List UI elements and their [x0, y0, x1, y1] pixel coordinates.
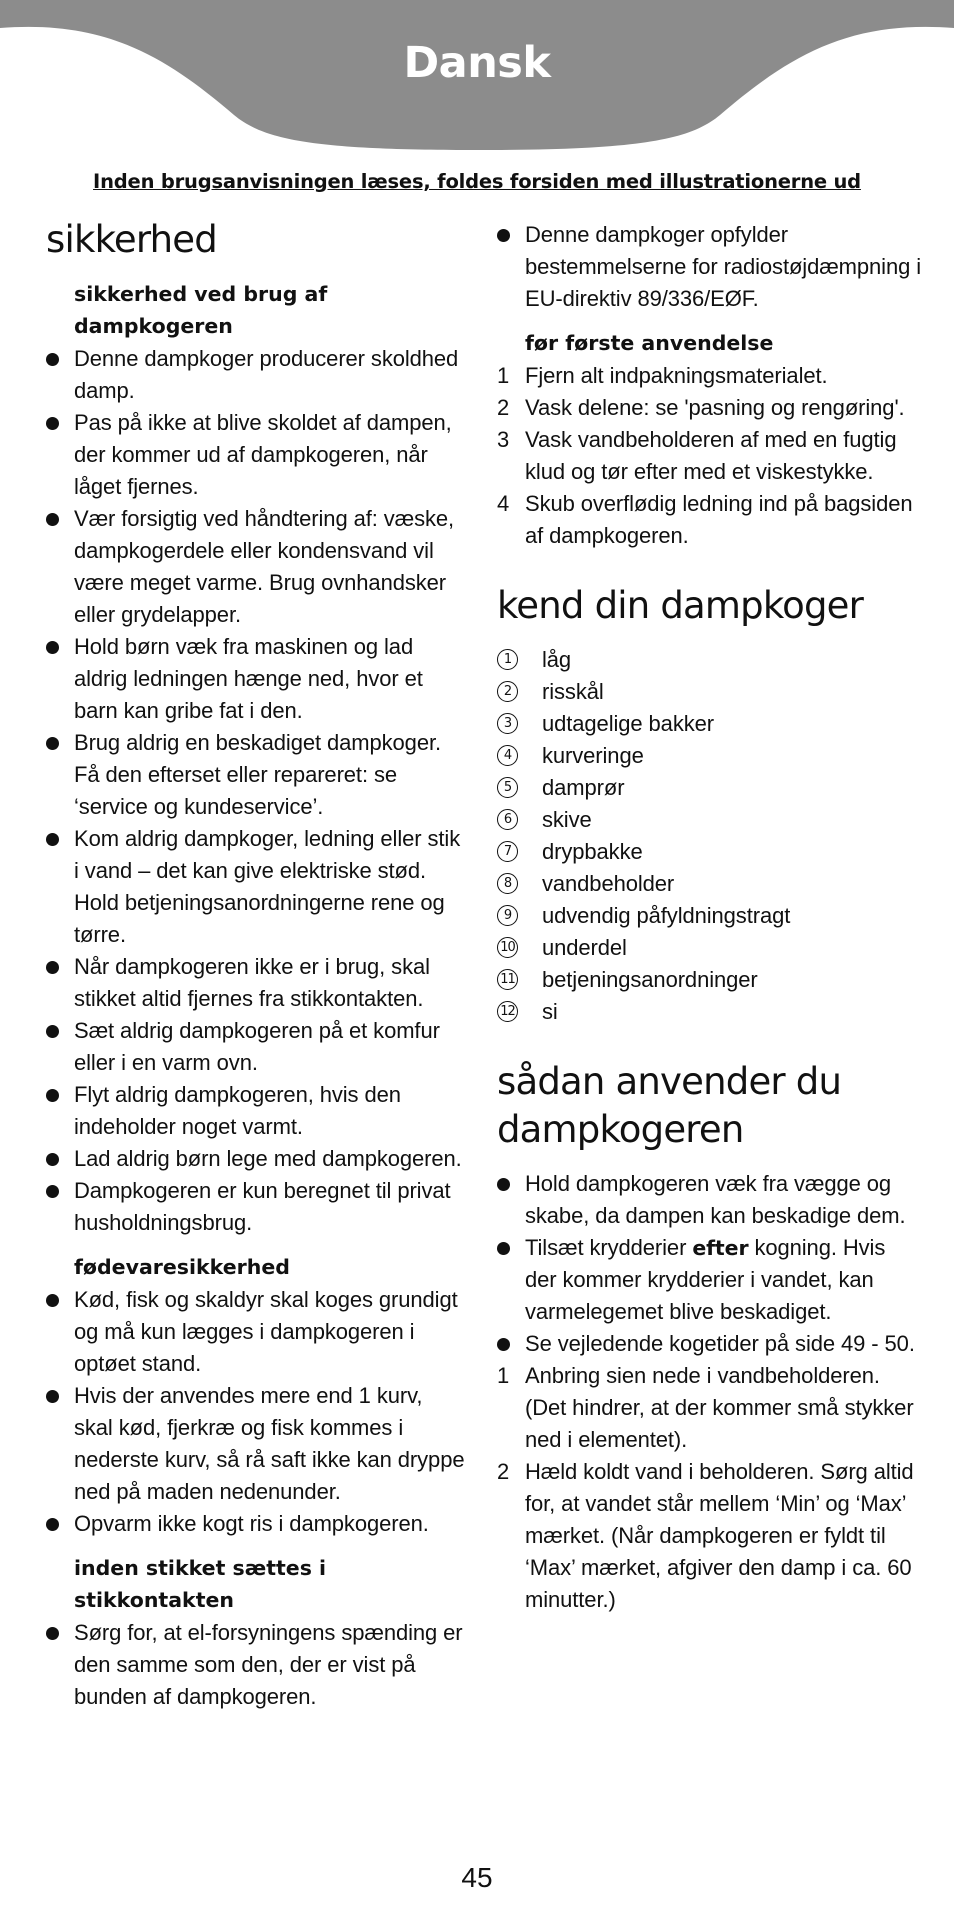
list-item-text: Denne dampkoger producerer skoldhed damp. [74, 346, 459, 403]
list-item-text: Brug aldrig en beskadiget dampkoger. Få den efterset eller repareret: se ‘service og kundeservice’. [74, 730, 441, 819]
part-label: damprør [542, 775, 625, 800]
part-number: 10 [497, 937, 518, 958]
bullet-icon [46, 833, 59, 846]
part-number: 9 [497, 905, 518, 926]
part-label: risskål [542, 679, 604, 704]
left-column [46, 216, 466, 1713]
list-item [46, 503, 466, 631]
part-label: si [542, 999, 558, 1024]
list-item-text: Hvis der anvendes mere end 1 kurv, skal kød, fjerkræ og fisk kommes i nederste kurv, så rå saft ikke kan dryppe ned på maden nedenunder. [74, 1383, 465, 1504]
list-item [46, 343, 466, 407]
list-item-text: Dampkogeren er kun beregnet til privat husholdningsbrug. [74, 1178, 451, 1235]
part-item [497, 932, 922, 964]
section-title-know-steamer: kend din dampkoger [497, 584, 864, 627]
emphasis-text: efter [692, 1236, 749, 1260]
step-number: 2 [497, 1459, 510, 1484]
bullet-icon [46, 353, 59, 366]
parts-list [497, 644, 922, 1028]
section-title-safety: sikkerhed [46, 218, 217, 261]
step-number: 1 [497, 363, 510, 388]
part-number: 12 [497, 1001, 518, 1022]
step-text: Fjern alt indpakningsmaterialet. [525, 363, 828, 388]
list-item [497, 1168, 922, 1232]
part-number: 8 [497, 873, 518, 894]
step-number: 1 [497, 1363, 510, 1388]
list-item [46, 1508, 466, 1540]
bullet-icon [46, 1518, 59, 1531]
list-item-text: Hold dampkogeren væk fra vægge og skabe, da dampen kan beskadige dem. [525, 1171, 906, 1228]
bullet-icon [46, 1390, 59, 1403]
step-item [497, 488, 922, 552]
part-label: underdel [542, 935, 627, 960]
list-item [46, 631, 466, 727]
step-item [497, 360, 922, 392]
list-item [46, 1380, 466, 1508]
right-column [497, 219, 922, 1616]
step-text: Anbring sien nede i vandbeholderen. (Det hindrer, at der kommer små stykker ned i elementet). [525, 1363, 914, 1452]
step-text: Vask delene: se 'pasning og rengøring'. [525, 395, 905, 420]
part-label: udtagelige bakker [542, 711, 714, 736]
part-item [497, 804, 922, 836]
fold-instruction: Inden brugsanvisningen læses, foldes forsiden med illustrationerne ud [93, 170, 861, 193]
list-item [46, 1015, 466, 1079]
page-number: 45 [461, 1862, 493, 1893]
bullet-icon [46, 1153, 59, 1166]
subhead-steamer-safety: sikkerhed ved brug af dampkogeren [74, 282, 328, 338]
bullet-icon [497, 1338, 510, 1351]
part-number: 5 [497, 777, 518, 798]
list-item [46, 1284, 466, 1380]
bullet-icon [46, 417, 59, 430]
bullet-icon [46, 1025, 59, 1038]
part-item [497, 708, 922, 740]
part-item [497, 676, 922, 708]
part-label: låg [542, 647, 572, 672]
part-item [497, 740, 922, 772]
part-number: 2 [497, 681, 518, 702]
step-item [497, 1456, 922, 1616]
part-item [497, 644, 922, 676]
bullet-icon [46, 1294, 59, 1307]
emc-list [497, 219, 922, 315]
step-item [497, 392, 922, 424]
bullet-icon [46, 513, 59, 526]
list-item-text: Sørg for, at el-forsyningens spænding er den samme som den, der er vist på bunden af dampkogeren. [74, 1620, 463, 1709]
step-number: 2 [497, 395, 510, 420]
part-item [497, 964, 922, 996]
list-item [497, 1328, 922, 1360]
language-title: Dansk [403, 38, 551, 88]
list-item [497, 1232, 922, 1328]
part-label: drypbakke [542, 839, 643, 864]
part-item [497, 900, 922, 932]
part-number: 3 [497, 713, 518, 734]
step-text: Vask vandbeholderen af med en fugtig klud og tør efter med et viskestykke. [525, 427, 897, 484]
section-title-how-to-use: sådan anvender du dampkogeren [497, 1060, 842, 1151]
list-item [46, 823, 466, 951]
part-label: vandbeholder [542, 871, 675, 896]
step-item [497, 1360, 922, 1456]
bullet-icon [46, 1627, 59, 1640]
part-number: 1 [497, 649, 518, 670]
part-label: betjeningsanordninger [542, 967, 758, 992]
plug-list [46, 1617, 466, 1713]
subhead-first-use: før første anvendelse [525, 331, 774, 355]
bullet-icon [497, 1178, 510, 1191]
step-item [497, 424, 922, 488]
list-item-text: Kom aldrig dampkoger, ledning eller stik i vand – det kan give elektriske stød. Hold betjeningsanordningerne rene og tørre. [74, 826, 461, 947]
list-item-text: Sæt aldrig dampkogeren på et komfur eller i en varm ovn. [74, 1018, 440, 1075]
list-item-text: Kød, fisk og skaldyr skal koges grundigt og må kun lægges i dampkogeren i optøet stand. [74, 1287, 458, 1376]
safety-list [46, 343, 466, 1239]
part-item [497, 868, 922, 900]
usage-bullets [497, 1168, 922, 1360]
list-item-text: Opvarm ikke kogt ris i dampkogeren. [74, 1511, 429, 1536]
list-item [46, 727, 466, 823]
part-label: skive [542, 807, 592, 832]
header-banner [0, 0, 954, 155]
step-number: 3 [497, 427, 510, 452]
bullet-icon [46, 961, 59, 974]
part-number: 7 [497, 841, 518, 862]
list-item [46, 1079, 466, 1143]
list-item-text: Når dampkogeren ikke er i brug, skal stikket altid fjernes fra stikkontakten. [74, 954, 430, 1011]
list-item-text: Se vejledende kogetider på side 49 - 50. [525, 1331, 915, 1356]
part-number: 6 [497, 809, 518, 830]
bullet-icon [497, 1242, 510, 1255]
part-number: 11 [497, 969, 518, 990]
bullet-icon [46, 1185, 59, 1198]
step-text: Hæld koldt vand i beholderen. Sørg altid for, at vandet står mellem ‘Min’ og ‘Max’ mærket. (Når dampkogeren er fyldt til ‘Max’ mærket, afgiver den damp i ca. 60 minutter.) [525, 1459, 914, 1612]
list-item [46, 1617, 466, 1713]
part-label: kurveringe [542, 743, 644, 768]
list-item [46, 1175, 466, 1239]
first-use-steps [497, 360, 922, 552]
subhead-before-plugging: inden stikket sættes i stikkontakten [74, 1556, 327, 1612]
list-item [497, 219, 922, 315]
list-item [46, 1143, 466, 1175]
part-item [497, 772, 922, 804]
part-number: 4 [497, 745, 518, 766]
bullet-icon [497, 229, 510, 242]
list-item [46, 407, 466, 503]
list-item-text: Lad aldrig børn lege med dampkogeren. [74, 1146, 462, 1171]
list-item-text: Denne dampkoger opfylder bestemmelserne for radiostøjdæmpning i EU-direktiv 89/336/EØF. [525, 222, 922, 311]
list-item-text: kogning. Hvis der kommer krydderier i vandet, kan varmelegemet blive beskadiget. [525, 1235, 886, 1324]
list-item-text: Hold børn væk fra maskinen og lad aldrig ledningen hænge ned, hvor et barn kan gribe fat i den. [74, 634, 423, 723]
bullet-icon [46, 1089, 59, 1102]
part-item [497, 836, 922, 868]
list-item-text: Tilsæt krydderier [525, 1235, 693, 1260]
usage-steps [497, 1360, 922, 1616]
list-item-text: Flyt aldrig dampkogeren, hvis den indeholder noget varmt. [74, 1082, 401, 1139]
bullet-icon [46, 737, 59, 750]
part-item [497, 996, 922, 1028]
list-item-text: Vær forsigtig ved håndtering af: væske, dampkogerdele eller kondensvand vil være meget varme. Brug ovnhandsker eller grydelapper. [74, 506, 455, 627]
subhead-food-safety: fødevaresikkerhed [74, 1255, 290, 1279]
step-number: 4 [497, 491, 510, 516]
list-item-text: Pas på ikke at blive skoldet af dampen, der kommer ud af dampkogeren, når låget fjernes. [74, 410, 452, 499]
step-text: Skub overflødig ledning ind på bagsiden af dampkogeren. [525, 491, 913, 548]
part-label: udvendig påfyldningstragt [542, 903, 791, 928]
food-safety-list [46, 1284, 466, 1540]
list-item [46, 951, 466, 1015]
bullet-icon [46, 641, 59, 654]
